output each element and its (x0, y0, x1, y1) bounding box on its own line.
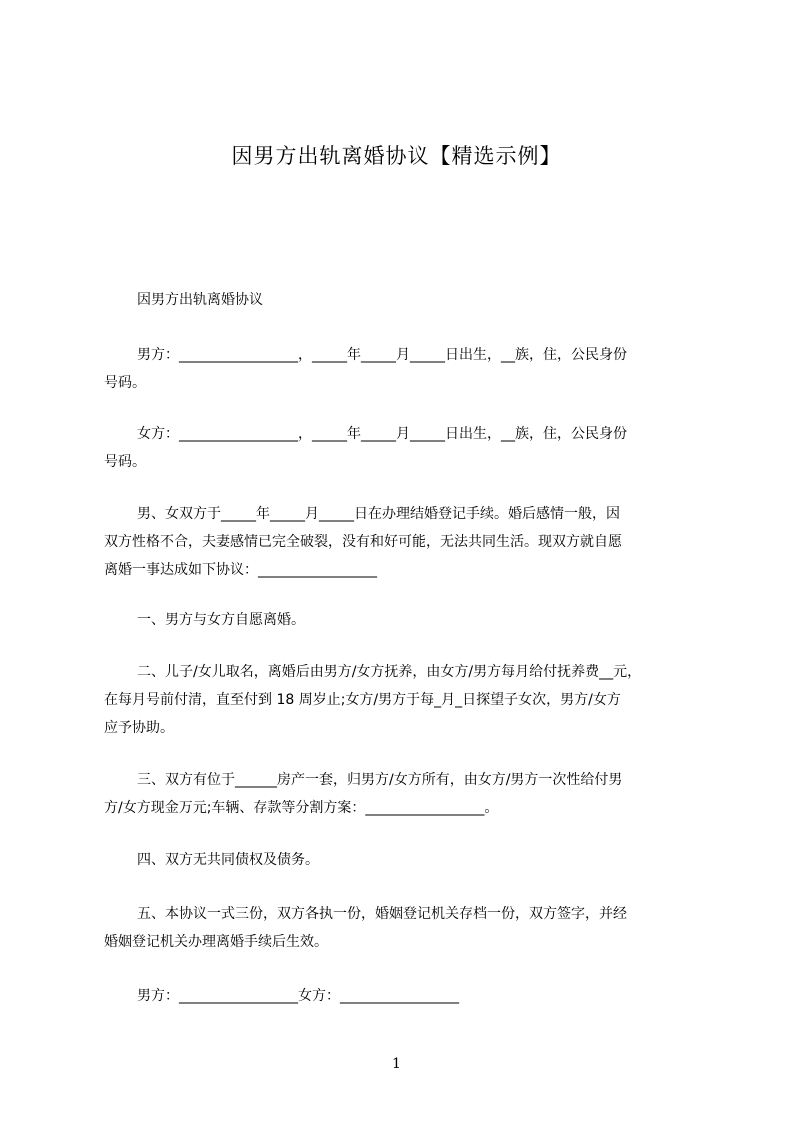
clause-3-line-2: 方/女方现金万元;车辆、存款等分割方案：_________________。 (104, 800, 499, 816)
clause-3 (104, 766, 704, 822)
clause-5 (104, 900, 704, 956)
male-party-line-2: 号码。 (104, 375, 146, 391)
intro-line-3: 离婚一事达成如下协议：_________________ (104, 562, 377, 578)
signature-line (104, 982, 704, 1010)
intro-line-1: 男、女双方于_____年_____月_____日在办理结婚登记手续。婚后感情一般，因 (137, 506, 620, 522)
clause-5-line-2: 婚姻登记机关办理离婚手续后生效。 (104, 934, 328, 950)
clause-1 (104, 606, 704, 634)
clause-4-text: 四、双方无共同债权及债务。 (137, 852, 319, 868)
female-party-paragraph (104, 420, 704, 476)
clause-3-line-1: 三、双方有位于______房产一套，归男方/女方所有，由女方/男方一次性给付男 (137, 772, 623, 788)
clause-2-line-2: 在每月号前付清，直至付到 18 周岁止;女方/男方于每_月_日探望子女次，男方/女方 (104, 692, 621, 708)
agreement-heading-text: 因男方出轨离婚协议 (137, 292, 263, 308)
intro-paragraph (104, 500, 704, 584)
clause-2-line-1: 二、儿子/女儿取名，离婚后由男方/女方抚养，由女方/男方每月给付抚养费__元， (137, 664, 642, 680)
clause-1-text: 一、男方与女方自愿离婚。 (137, 612, 305, 628)
female-party-line-2: 号码。 (104, 454, 146, 470)
male-party-paragraph (104, 341, 704, 397)
page-number: 1 (392, 1056, 401, 1072)
clause-2 (104, 658, 704, 742)
male-party-line-1: 男方：_________________，_____年_____月_____日出生，__族，住，公民身份 (137, 347, 627, 363)
female-party-line-1: 女方：_________________，_____年_____月_____日出生，__族，住，公民身份 (137, 426, 627, 442)
clause-4 (104, 846, 704, 874)
signature-text: 男方：_________________女方：_________________ (137, 988, 459, 1004)
clause-5-line-1: 五、本协议一式三份，双方各执一份，婚姻登记机关存档一份，双方签字，并经 (137, 906, 627, 922)
intro-line-2: 双方性格不合，夫妻感情已完全破裂，没有和好可能，无法共同生活。现双方就自愿 (104, 534, 622, 550)
clause-2-line-3: 应予协助。 (104, 720, 174, 736)
agreement-heading (104, 286, 704, 314)
page-title: 因男方出轨离婚协议【精选示例】 (231, 144, 562, 168)
